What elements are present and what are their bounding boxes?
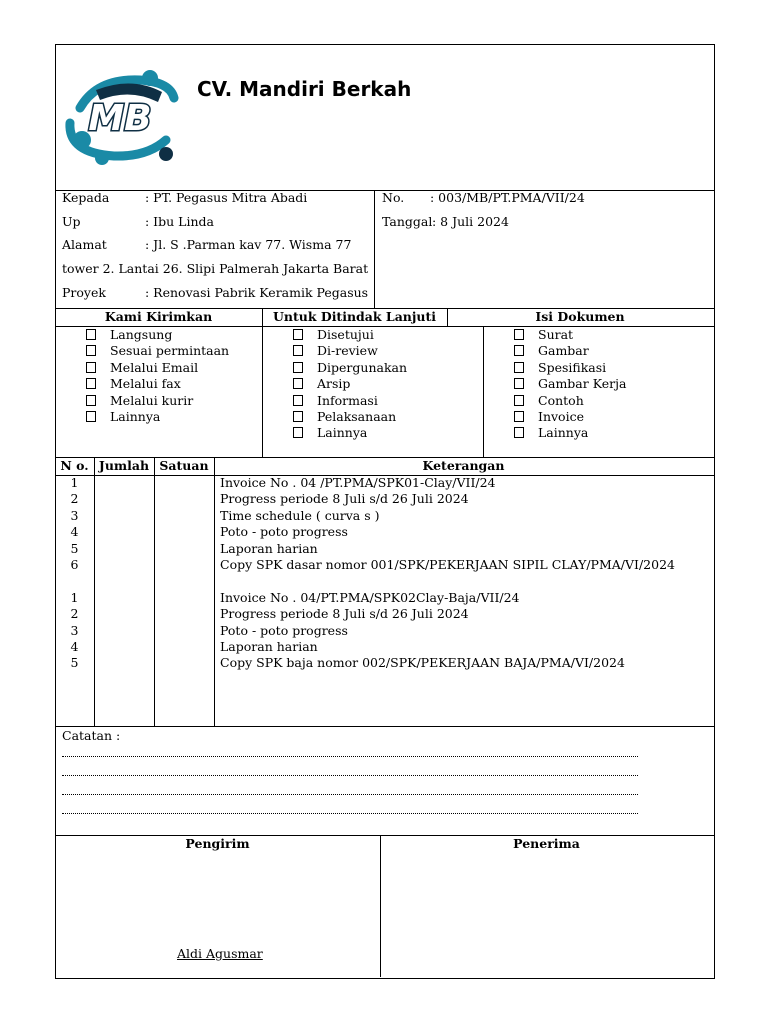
list-item: Gambar Kerja <box>514 376 626 392</box>
list-item: Arsip <box>293 376 407 392</box>
no-label: No. <box>382 190 405 205</box>
kami-kirimkan-list <box>86 327 229 425</box>
list-item: Gambar <box>514 343 626 359</box>
table-cell-keterangan: Laporan harian <box>220 638 318 654</box>
list-item: Disetujui <box>293 327 407 343</box>
untuk-ditindak-list <box>293 327 407 442</box>
list-item: Melalui fax <box>86 376 229 392</box>
table-cell-keterangan: Progress periode 8 Juli s/d 26 Juli 2024 <box>220 606 469 622</box>
checkbox-icon[interactable] <box>514 329 524 340</box>
table-cell-no: 1 <box>70 589 79 605</box>
table-cell-keterangan <box>220 573 675 589</box>
up-label: Up <box>62 214 81 229</box>
checkbox-icon[interactable] <box>86 395 96 406</box>
table-cell-keterangan: Laporan harian <box>220 540 318 556</box>
divider <box>154 457 155 726</box>
divider <box>483 326 484 457</box>
table-cell-keterangan: Invoice No . 04 /PT.PMA/SPK01-Clay/VII/24 <box>220 475 496 490</box>
list-item: Pelaksanaan <box>293 409 407 425</box>
col-header-jumlah: Jumlah <box>98 458 150 473</box>
checkbox-icon[interactable] <box>86 345 96 356</box>
table-cell-no: 4 <box>70 638 79 654</box>
kepada-label: Kepada <box>62 190 110 205</box>
divider <box>380 835 381 977</box>
catatan-label: Catatan : <box>62 728 121 743</box>
table-cell-no: 2 <box>70 606 79 622</box>
table-cell-no: 3 <box>70 507 79 523</box>
list-item: Informasi <box>293 393 407 409</box>
table-cell-keterangan: Time schedule ( curva s ) <box>220 507 380 523</box>
list-item: Lainnya <box>86 409 229 425</box>
list-item: Surat <box>514 327 626 343</box>
list-item: Lainnya <box>293 425 407 441</box>
no-value: : 003/MB/PT.PMA/VII/24 <box>430 190 585 205</box>
table-cell-keterangan: Poto - poto progress <box>220 524 348 540</box>
table-cell-keterangan: Poto - poto progress <box>220 622 348 638</box>
col-header-satuan: Satuan <box>159 458 209 473</box>
alamat-value: : Jl. S .Parman kav 77. Wisma 77 <box>145 237 352 252</box>
list-item: Contoh <box>514 393 626 409</box>
divider <box>94 457 95 726</box>
catatan-line[interactable] <box>62 794 638 795</box>
list-item: Spesifikasi <box>514 360 626 376</box>
col-header-no: N o. <box>60 458 89 473</box>
list-item: Melalui kurir <box>86 393 229 409</box>
penerima-label: Penerima <box>513 836 580 851</box>
table-cell-keterangan: Invoice No . 04/PT.PMA/SPK02Clay-Baja/VII/24 <box>220 589 520 605</box>
checkbox-icon[interactable] <box>86 362 96 373</box>
isi-dokumen-header: Isi Dokumen <box>535 309 625 324</box>
checkbox-icon[interactable] <box>514 362 524 373</box>
kepada-value: : PT. Pegasus Mitra Abadi <box>145 190 308 205</box>
table-cell-no: 6 <box>70 556 79 572</box>
checkbox-icon[interactable] <box>86 329 96 340</box>
svg-text:MB: MB <box>88 98 152 139</box>
company-logo <box>62 68 180 168</box>
checkbox-icon[interactable] <box>514 411 524 422</box>
divider <box>214 457 215 726</box>
checkbox-icon[interactable] <box>293 395 303 406</box>
divider <box>374 190 375 308</box>
checkbox-icon[interactable] <box>293 411 303 422</box>
list-item: Dipergunakan <box>293 360 407 376</box>
pengirim-label: Pengirim <box>185 836 250 851</box>
list-item: Melalui Email <box>86 360 229 376</box>
catatan-line[interactable] <box>62 756 638 757</box>
table-cell-no <box>55 573 94 589</box>
proyek-value: : Renovasi Pabrik Keramik Pegasus <box>145 285 369 300</box>
list-item: Di-review <box>293 343 407 359</box>
list-item: Sesuai permintaan <box>86 343 229 359</box>
company-name: CV. Mandiri Berkah <box>197 77 412 101</box>
checkbox-icon[interactable] <box>514 378 524 389</box>
checkbox-icon[interactable] <box>514 395 524 406</box>
table-cell-keterangan: Copy SPK baja nomor 002/SPK/PEKERJAAN BAJA/PMA/VI/2024 <box>220 655 625 671</box>
catatan-line[interactable] <box>62 813 638 814</box>
table-cell-keterangan: Progress periode 8 Juli s/d 26 Juli 2024 <box>220 491 469 507</box>
list-item: Langsung <box>86 327 229 343</box>
checkbox-icon[interactable] <box>86 378 96 389</box>
checkbox-icon[interactable] <box>293 427 303 438</box>
table-cell-no: 5 <box>70 655 79 671</box>
table-cell-no: 3 <box>70 622 79 638</box>
checkbox-icon[interactable] <box>293 345 303 356</box>
table-cell-no: 5 <box>70 540 79 556</box>
table-cell-no: 1 <box>70 475 79 490</box>
table-cell-keterangan: Copy SPK dasar nomor 001/SPK/PEKERJAAN SIPIL CLAY/PMA/VI/2024 <box>220 556 675 572</box>
list-item: Lainnya <box>514 425 626 441</box>
divider <box>55 726 714 727</box>
tanggal-label: Tanggal <box>382 214 433 229</box>
checkbox-icon[interactable] <box>293 378 303 389</box>
pengirim-name: Aldi Agusmar <box>177 946 263 961</box>
checkbox-icon[interactable] <box>293 362 303 373</box>
catatan-line[interactable] <box>62 775 638 776</box>
checkbox-icon[interactable] <box>514 345 524 356</box>
tanggal-value: : 8 Juli 2024 <box>432 214 509 229</box>
alamat-label: Alamat <box>62 237 107 252</box>
table-keterangan-column <box>220 475 675 672</box>
checkbox-icon[interactable] <box>293 329 303 340</box>
proyek-label: Proyek <box>62 285 106 300</box>
table-cell-no: 4 <box>70 524 79 540</box>
table-cell-no: 2 <box>70 491 79 507</box>
isi-dokumen-list <box>514 327 626 442</box>
list-item: Invoice <box>514 409 626 425</box>
divider <box>262 308 263 457</box>
up-value: : Ibu Linda <box>145 214 214 229</box>
kami-kirimkan-header: Kami Kirimkan <box>104 309 213 324</box>
checkbox-icon[interactable] <box>514 427 524 438</box>
untuk-ditindak-header: Untuk Ditindak Lanjuti <box>272 309 437 324</box>
alamat-line2: tower 2. Lantai 26. Slipi Palmerah Jakarta Barat <box>62 261 369 276</box>
checkbox-icon[interactable] <box>86 411 96 422</box>
col-header-keterangan: Keterangan <box>422 458 505 473</box>
table-no-column <box>55 475 94 672</box>
